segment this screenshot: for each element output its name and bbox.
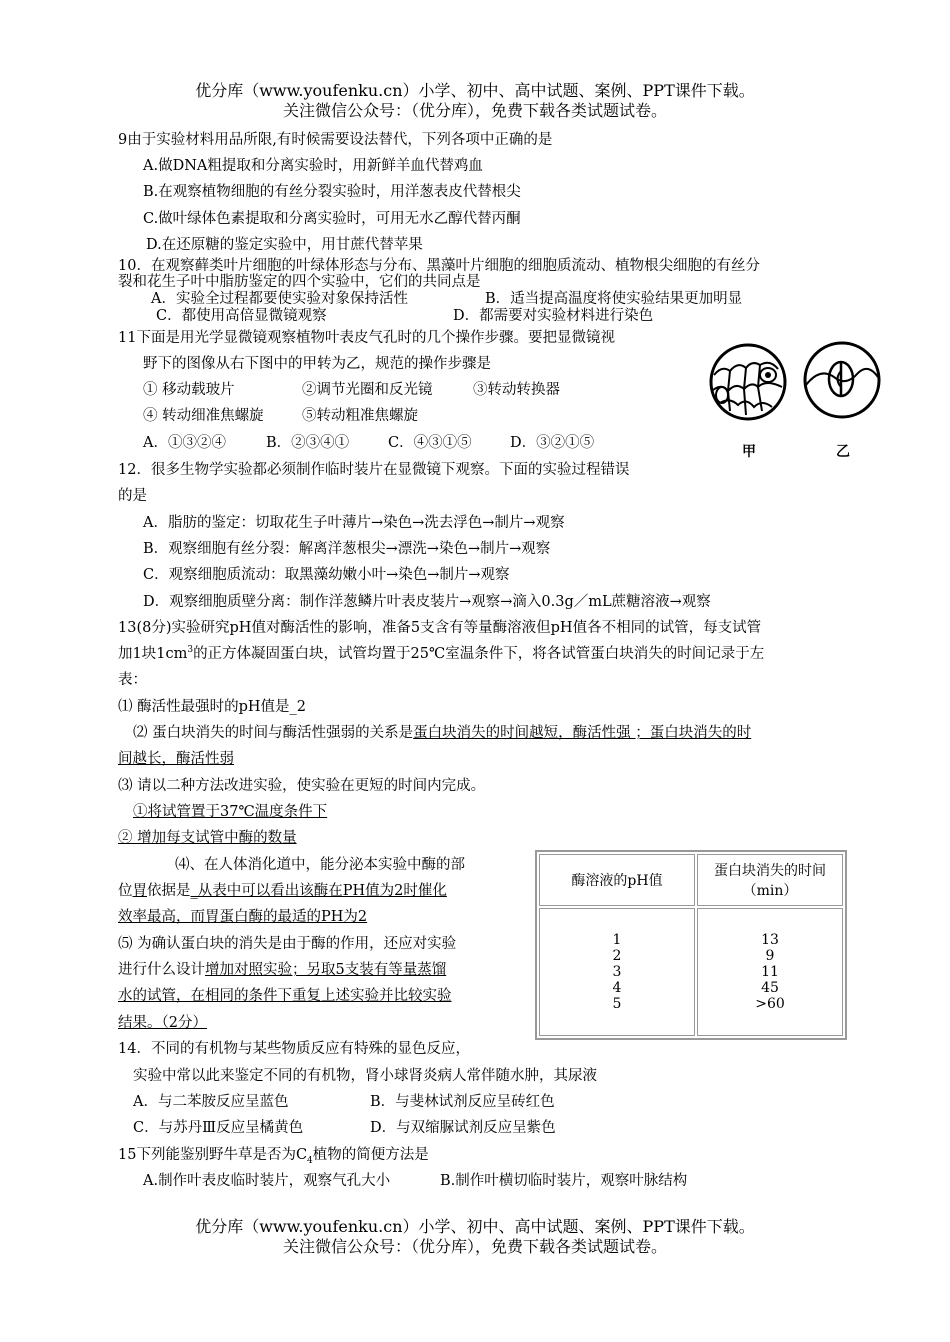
q13-part-4-pre: 位 (118, 883, 133, 899)
q10-stem-1: 10．在观察藓类叶片细胞的叶绿体形态与分布、黑藻叶片细胞的细胞质流动、植物根尖细胞的有丝分 (118, 258, 760, 274)
q10-stem-2: 裂和花生子叶中脂肪鉴定的四个实验中，它们的共同点是 (118, 274, 481, 290)
table-cell: 5 (612, 996, 622, 1012)
q9-option-b: B.在观察植物细胞的有丝分裂实验时，用洋葱表皮代替根尖 (143, 184, 521, 200)
header-line-2: 关注微信公众号：（优分库），免费下载各类试题试卷。 (282, 101, 667, 120)
table-cell: 3 (612, 964, 622, 980)
q10-option-d: D．都需要对实验材料进行染色 (453, 308, 654, 324)
microscope-figure (700, 335, 890, 470)
table-cell: 13 (761, 932, 779, 948)
q11-step-4: ④ 转动细准焦螺旋 (143, 408, 264, 424)
q14-option-a: A．与二苯胺反应呈蓝色 (133, 1094, 289, 1110)
q11-stem-1: 11下面是用光学显微镜观察植物叶表皮气孔时的几个操作步骤。要把显微镜视 (118, 330, 615, 346)
q12-stem-2: 的是 (118, 488, 147, 504)
figure-label-jia: 甲 (742, 444, 756, 460)
q10-option-a: A．实验全过程都要使实验对象保持活性 (151, 291, 408, 307)
q11-option-b: B．②③④① (266, 435, 350, 451)
q13-part-4-mid: 依据是 (147, 883, 191, 899)
table-cell: 2 (612, 948, 622, 964)
q13-stem-2-post: 的正方体凝固蛋白块，试管均置于25℃室温条件下，将各试管蛋白块消失的时间记录于左 (193, 646, 765, 662)
footer-line-1: 优分库（www.youfenku.cn）小学、初中、高中试题、案例、PPT课件下载。 (195, 1217, 755, 1236)
q11-stem-2: 野下的图像从右下图中的甲转为乙，规范的操作步骤是 (143, 356, 491, 372)
table-cell: 11 (761, 964, 779, 980)
q13-part-2-prompt: ⑵ 蛋白块消失的时间与酶活性强弱的关系是 (133, 725, 414, 741)
q13-part-3: ⑶ 请以二种方法改进实验，使实验在更短的时间内完成。 (118, 778, 486, 794)
q11-option-c: C．④③①⑤ (388, 435, 472, 451)
q9-stem: 9由于实验材料用品所限,有时候需要设法替代，下列各项中正确的是 (118, 132, 553, 148)
q13-part-3-answer-1: ①将试管置于37℃温度条件下 (133, 804, 328, 820)
q13-part-1: ⑴ 酶活性最强时的pH值是_2 (118, 699, 307, 715)
table-cell: 4 (612, 980, 622, 996)
table-header-time (697, 854, 843, 906)
field-of-view-yi-icon (805, 343, 879, 417)
table-ph-values (539, 908, 695, 1036)
field-of-view-jia-icon (711, 345, 785, 419)
table-cell: 1 (612, 932, 622, 948)
q15-stem-pre: 15下列能鉴别野牛草是否为C (118, 1147, 308, 1163)
q13-part-4-organ: 胃 (132, 883, 147, 899)
table-body-row (539, 908, 843, 1036)
ph-results-table (535, 850, 847, 1040)
q13-part-5-line-2 (118, 958, 446, 979)
figure-label-yi: 乙 (836, 444, 850, 460)
table-header-time-line-1: 蛋白块消失的时间 (714, 863, 826, 879)
q11-step-3: ③转动转换器 (473, 382, 560, 398)
q13-part-5-answer-3: 结果。（2分） (118, 1015, 207, 1031)
q13-part-4-line-2 (118, 879, 447, 900)
q13-part-3-answer-2: ② 增加每支试管中酶的数量 (118, 830, 297, 846)
q14-stem-1: 14．不同的有机物与某些物质反应有特殊的显色反应， (118, 1041, 470, 1057)
table-time-values (697, 908, 843, 1036)
q9-option-a: A.做DNA粗提取和分离实验时，用新鲜羊血代替鸡血 (143, 158, 483, 174)
q13-stem-2-pre: 加1块1cm (118, 646, 188, 662)
footer-line-2: 关注微信公众号：（优分库），免费下载各类试题试卷。 (282, 1237, 667, 1256)
q11-step-5: ⑤转动粗准焦螺旋 (302, 408, 418, 424)
cubic-superscript: 3 (187, 645, 194, 656)
q13-part-2 (133, 721, 751, 742)
q14-stem-2: 实验中常以此来鉴定不同的有机物，肾小球肾炎病人常伴随水肿，其尿液 (133, 1068, 597, 1084)
q15-option-b: B.制作叶横切临时装片，观察叶脉结构 (440, 1173, 688, 1189)
table-header-row (539, 854, 843, 906)
q11-step-1: ① 移动载玻片 (143, 382, 235, 398)
q12-option-a: A．脂肪的鉴定：切取花生子叶薄片→染色→洗去浮色→制片→观察 (143, 515, 565, 531)
q13-part-5-line-1: ⑸ 为确认蛋白块的消失是由于酶的作用，还应对实验 (118, 936, 457, 952)
q9-option-c: C.做叶绿体色素提取和分离实验时，可用无水乙醇代替丙酮 (143, 211, 521, 227)
q13-part-4-answer-cont: 效率最高，而胃蛋白酶的最适的PH为2 (118, 909, 368, 925)
q13-stem-1: 13(8分)实验研究pH值对酶活性的影响，准备5支含有等量酶溶液但pH值各不相同的试管，每支试管 (118, 620, 762, 636)
q13-part-4-line-1: ⑷、在人体消化道中，能分泌本实验中酶的部 (175, 857, 465, 873)
q15-stem-post: 植物的简便方法是 (312, 1147, 429, 1163)
q15-option-a: A.制作叶表皮临时装片，观察气孔大小 (143, 1173, 391, 1189)
q9-option-d: D.在还原糖的鉴定实验中，用甘蔗代替苹果 (146, 237, 423, 253)
q13-part-2-answer-cont: 间越长，酶活性弱 (118, 751, 234, 767)
q10-option-b: B．适当提高温度将使实验结果更加明显 (485, 291, 743, 307)
q11-option-d: D．③②①⑤ (510, 435, 595, 451)
table-header-time-line-2: （min） (742, 883, 798, 899)
q13-part-5-answer-2: 水的试管，在相同的条件下重复上述实验并比较实验 (118, 988, 452, 1004)
table-cell: >60 (755, 996, 785, 1012)
q13-part-5-pre: 进行什么设计 (118, 962, 205, 978)
q15-stem (118, 1143, 429, 1166)
q11-step-2: ②调节光圈和反光镜 (302, 382, 433, 398)
header-line-1: 优分库（www.youfenku.cn）小学、初中、高中试题、案例、PPT课件下载。 (195, 81, 755, 100)
q14-option-c: C．与苏丹Ⅲ反应呈橘黄色 (133, 1120, 304, 1136)
q14-option-b: B．与斐林试剂反应呈砖红色 (370, 1094, 555, 1110)
table-cell: 9 (765, 948, 775, 964)
q10-option-c: C．都使用高倍显微镜观察 (156, 308, 327, 324)
q13-part-4-answer: _从表中可以看出该酶在PH值为2时催化 (190, 883, 447, 899)
q13-stem-2 (118, 642, 764, 663)
q13-stem-3: 表： (118, 672, 147, 688)
q12-stem-1: 12．很多生物学实验都必须制作临时装片在显微镜下观察。下面的实验过程错误 (118, 462, 630, 478)
c4-subscript: 4 (307, 1155, 313, 1166)
table-header-ph: 酶溶液的pH值 (539, 854, 695, 906)
q13-part-2-answer: 蛋白块消失的时间越短，酶活性强 ；蛋白块消失的时 (413, 725, 752, 741)
q13-part-5-answer: 增加对照实验；另取5支装有等量蒸馏 (205, 962, 447, 978)
table-cell: 45 (761, 980, 779, 996)
q11-option-a: A．①③②④ (143, 435, 226, 451)
q12-option-c: C．观察细胞质流动：取黑藻幼嫩小叶→染色→制片→观察 (143, 567, 510, 583)
q12-option-b: B．观察细胞有丝分裂：解离洋葱根尖→漂洗→染色→制片→观察 (143, 541, 551, 557)
q12-option-d: D．观察细胞质壁分离：制作洋葱鳞片叶表皮装片→观察→滴入0.3g／mL蔗糖溶液→观察 (143, 594, 711, 610)
q14-option-d: D．与双缩脲试剂反应呈紫色 (370, 1120, 556, 1136)
